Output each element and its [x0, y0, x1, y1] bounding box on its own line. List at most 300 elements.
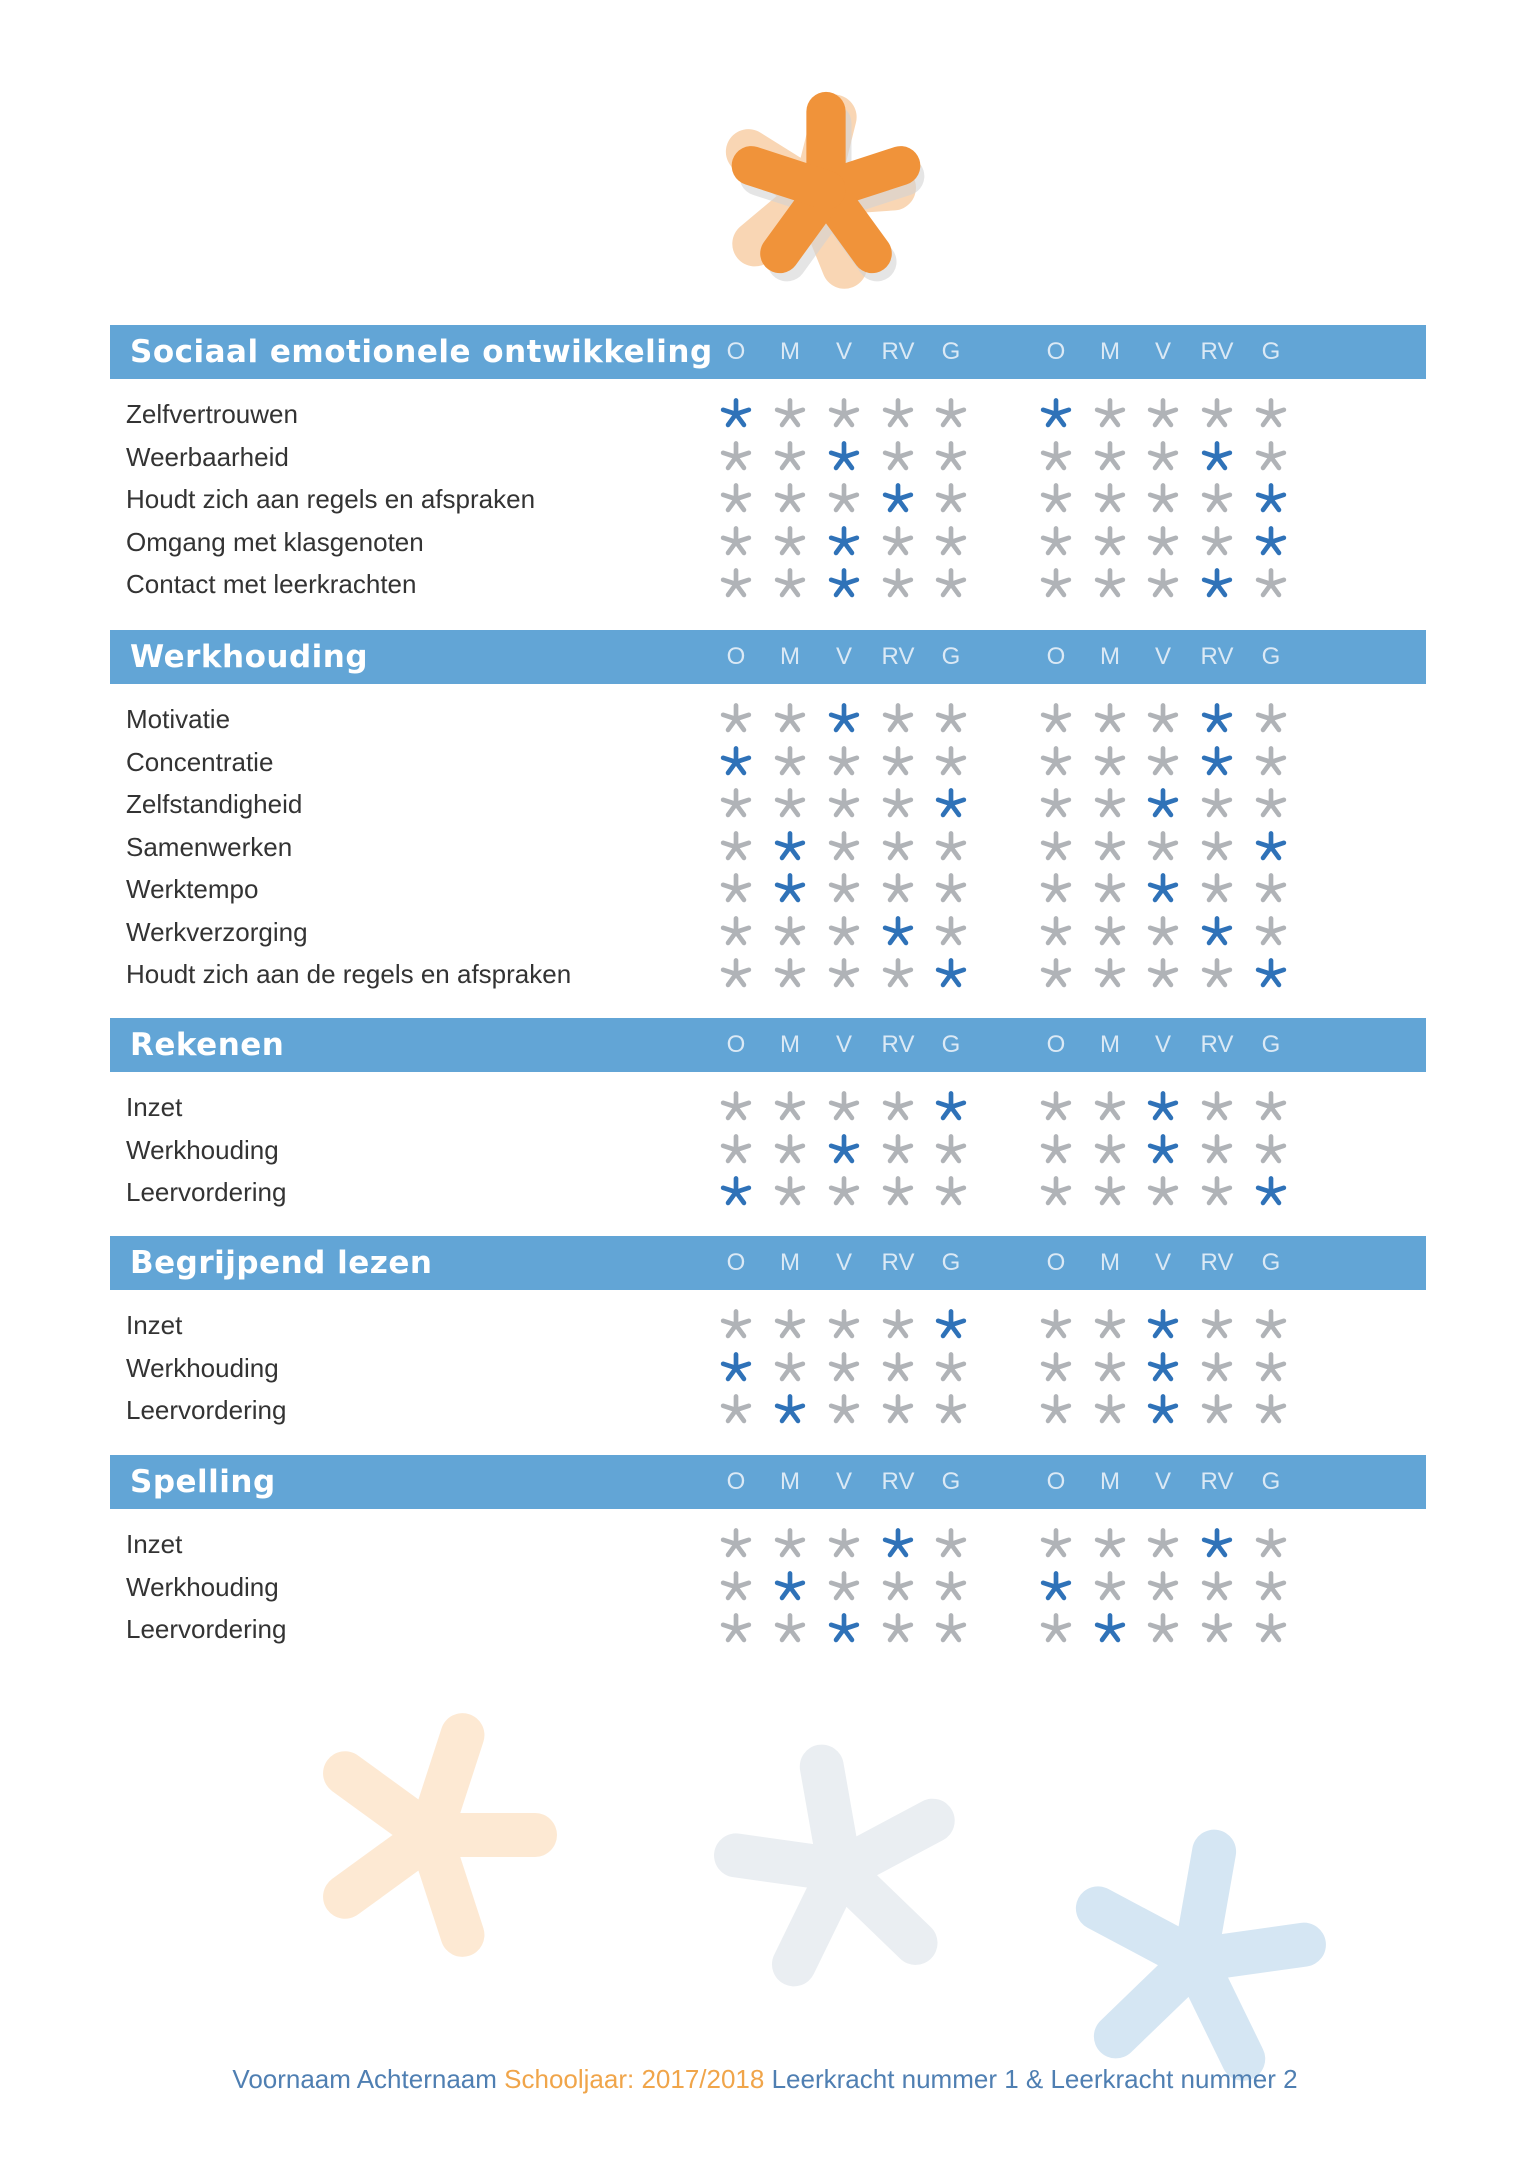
rating-row: [110, 478, 1426, 521]
rating-row: [110, 741, 1426, 784]
rating-teacher-1-rv-asterisk-icon: [880, 701, 916, 737]
selected-rating-teacher-2-v-asterisk-icon: [1145, 1307, 1181, 1343]
rating-teacher-2-o-asterisk-icon: [1038, 1526, 1074, 1562]
scale-header-teacher-1: G: [941, 1031, 961, 1058]
rating-row: [110, 1523, 1426, 1566]
rating-teacher-2-rv-asterisk-icon: [1199, 1174, 1235, 1210]
rating-teacher-1-rv-asterisk-icon: [880, 871, 916, 907]
scale-header-teacher-2: V: [1154, 1468, 1171, 1495]
rating-teacher-1-rv-asterisk-icon: [880, 1174, 916, 1210]
section: [110, 1236, 1426, 1432]
rating-teacher-1-o-asterisk-icon: [718, 786, 754, 822]
rating-teacher-2-g-asterisk-icon: [1253, 914, 1289, 950]
scale-header-teacher-1: RV: [881, 1249, 915, 1276]
scale-header-teacher-1: M: [780, 1031, 800, 1058]
section: [110, 630, 1426, 996]
section-header-band: [110, 1018, 1426, 1072]
rating-teacher-1-v-asterisk-icon: [826, 829, 862, 865]
rating-teacher-1-g-asterisk-icon: [933, 1526, 969, 1562]
rating-label: Omgang met klasgenoten: [126, 526, 424, 557]
rating-teacher-2-m-asterisk-icon: [1092, 1350, 1128, 1386]
rating-teacher-2-m-asterisk-icon: [1092, 1392, 1128, 1428]
scale-header-teacher-1: M: [780, 1468, 800, 1495]
rating-teacher-2-g-asterisk-icon: [1253, 1132, 1289, 1168]
rating-teacher-2-rv-asterisk-icon: [1199, 1569, 1235, 1605]
rating-label: Werkverzorging: [126, 916, 308, 947]
rating-teacher-2-o-asterisk-icon: [1038, 524, 1074, 560]
scale-header-teacher-1: RV: [881, 643, 915, 670]
scale-header-teacher-1: V: [835, 338, 852, 365]
rating-teacher-1-g-asterisk-icon: [933, 871, 969, 907]
rating-teacher-2-o-asterisk-icon: [1038, 1132, 1074, 1168]
section-title: Sociaal emotionele ontwikkeling: [130, 334, 713, 370]
rating-teacher-1-o-asterisk-icon: [718, 439, 754, 475]
rating-teacher-1-m-asterisk-icon: [772, 1307, 808, 1343]
rating-label: Motivatie: [126, 704, 231, 734]
rating-teacher-1-m-asterisk-icon: [772, 1350, 808, 1386]
section-header-band: [110, 325, 1426, 379]
rating-teacher-1-rv-asterisk-icon: [880, 1089, 916, 1125]
rating-teacher-1-v-asterisk-icon: [826, 1569, 862, 1605]
scale-header-teacher-2: G: [1261, 1031, 1281, 1058]
rating-teacher-1-m-asterisk-icon: [772, 914, 808, 950]
rating-teacher-1-g-asterisk-icon: [933, 1392, 969, 1428]
rating-teacher-1-o-asterisk-icon: [718, 701, 754, 737]
rating-teacher-2-g-asterisk-icon: [1253, 786, 1289, 822]
rating-teacher-2-rv-asterisk-icon: [1199, 524, 1235, 560]
rating-label: Houdt zich aan de regels en afspraken: [126, 959, 572, 989]
selected-rating-teacher-1-o-asterisk-icon: [718, 1350, 754, 1386]
rating-teacher-1-m-asterisk-icon: [772, 396, 808, 432]
rating-teacher-2-rv-asterisk-icon: [1199, 786, 1235, 822]
rating-teacher-1-m-asterisk-icon: [772, 439, 808, 475]
rating-teacher-2-g-asterisk-icon: [1253, 566, 1289, 602]
selected-rating-teacher-2-g-asterisk-icon: [1253, 829, 1289, 865]
rating-teacher-1-o-asterisk-icon: [718, 1392, 754, 1428]
scale-header-teacher-2: M: [1100, 1031, 1120, 1058]
selected-rating-teacher-1-rv-asterisk-icon: [880, 914, 916, 950]
section: [110, 1018, 1426, 1214]
rating-teacher-1-g-asterisk-icon: [933, 1174, 969, 1210]
rating-teacher-1-m-asterisk-icon: [772, 1089, 808, 1125]
rating-teacher-2-o-asterisk-icon: [1038, 1350, 1074, 1386]
rating-teacher-1-m-asterisk-icon: [772, 701, 808, 737]
scale-header-teacher-1: V: [835, 1031, 852, 1058]
rating-teacher-1-g-asterisk-icon: [933, 1569, 969, 1605]
scale-header-teacher-2: V: [1154, 1249, 1171, 1276]
rating-teacher-2-v-asterisk-icon: [1145, 439, 1181, 475]
rating-teacher-2-g-asterisk-icon: [1253, 1307, 1289, 1343]
scale-header-teacher-2: V: [1154, 643, 1171, 670]
rating-teacher-2-m-asterisk-icon: [1092, 1569, 1128, 1605]
selected-rating-teacher-2-v-asterisk-icon: [1145, 786, 1181, 822]
rating-teacher-1-g-asterisk-icon: [933, 829, 969, 865]
selected-rating-teacher-1-o-asterisk-icon: [718, 1174, 754, 1210]
rating-teacher-2-rv-asterisk-icon: [1199, 1307, 1235, 1343]
scale-header-teacher-2: RV: [1200, 643, 1234, 670]
selected-rating-teacher-1-v-asterisk-icon: [826, 1611, 862, 1647]
scale-header-teacher-2: M: [1100, 1468, 1120, 1495]
rating-teacher-1-o-asterisk-icon: [718, 566, 754, 602]
rating-teacher-2-o-asterisk-icon: [1038, 1392, 1074, 1428]
selected-rating-teacher-1-m-asterisk-icon: [772, 829, 808, 865]
rating-label: Werktempo: [126, 874, 259, 904]
scale-header-teacher-2: O: [1046, 1249, 1066, 1276]
footer-teachers: Leerkracht nummer 1 & Leerkracht nummer 2: [771, 2064, 1298, 2094]
rating-teacher-2-v-asterisk-icon: [1145, 1611, 1181, 1647]
rating-teacher-1-rv-asterisk-icon: [880, 1132, 916, 1168]
scale-header-teacher-2: M: [1100, 643, 1120, 670]
rating-teacher-1-v-asterisk-icon: [826, 914, 862, 950]
rating-teacher-1-g-asterisk-icon: [933, 396, 969, 432]
rating-teacher-2-g-asterisk-icon: [1253, 1611, 1289, 1647]
rating-label: Zelfstandigheid: [126, 789, 303, 819]
decorative-grey-asterisk-icon: [710, 1740, 970, 2000]
rating-row: [110, 911, 1426, 954]
scale-header-teacher-1: O: [726, 1249, 746, 1276]
rating-teacher-2-o-asterisk-icon: [1038, 701, 1074, 737]
scale-header-teacher-1: O: [726, 338, 746, 365]
rating-teacher-2-m-asterisk-icon: [1092, 1089, 1128, 1125]
rating-teacher-1-o-asterisk-icon: [718, 524, 754, 560]
selected-rating-teacher-2-o-asterisk-icon: [1038, 1569, 1074, 1605]
rating-teacher-2-o-asterisk-icon: [1038, 439, 1074, 475]
rating-teacher-1-rv-asterisk-icon: [880, 439, 916, 475]
rating-teacher-2-o-asterisk-icon: [1038, 566, 1074, 602]
selected-rating-teacher-1-v-asterisk-icon: [826, 566, 862, 602]
rating-label: Inzet: [126, 1310, 183, 1340]
rating-teacher-1-v-asterisk-icon: [826, 481, 862, 517]
rating-teacher-2-m-asterisk-icon: [1092, 786, 1128, 822]
rating-teacher-2-v-asterisk-icon: [1145, 829, 1181, 865]
rating-teacher-1-rv-asterisk-icon: [880, 1392, 916, 1428]
rating-teacher-1-o-asterisk-icon: [718, 871, 754, 907]
rating-teacher-1-rv-asterisk-icon: [880, 566, 916, 602]
rating-teacher-1-m-asterisk-icon: [772, 1526, 808, 1562]
rating-teacher-2-g-asterisk-icon: [1253, 1392, 1289, 1428]
scale-header-teacher-1: G: [941, 643, 961, 670]
rating-teacher-1-o-asterisk-icon: [718, 1089, 754, 1125]
selected-rating-teacher-2-rv-asterisk-icon: [1199, 566, 1235, 602]
selected-rating-teacher-2-g-asterisk-icon: [1253, 481, 1289, 517]
rating-teacher-1-v-asterisk-icon: [826, 396, 862, 432]
scale-header-teacher-1: M: [780, 1249, 800, 1276]
rating-teacher-2-m-asterisk-icon: [1092, 744, 1128, 780]
rating-teacher-2-m-asterisk-icon: [1092, 1526, 1128, 1562]
rating-label: Contact met leerkrachten: [126, 569, 417, 599]
selected-rating-teacher-1-m-asterisk-icon: [772, 1569, 808, 1605]
rating-teacher-2-o-asterisk-icon: [1038, 956, 1074, 992]
rating-teacher-2-o-asterisk-icon: [1038, 786, 1074, 822]
rating-teacher-1-rv-asterisk-icon: [880, 956, 916, 992]
selected-rating-teacher-1-v-asterisk-icon: [826, 524, 862, 560]
rating-teacher-2-m-asterisk-icon: [1092, 1132, 1128, 1168]
rating-teacher-2-o-asterisk-icon: [1038, 1089, 1074, 1125]
scale-header-teacher-1: G: [941, 338, 961, 365]
scale-header-teacher-2: G: [1261, 1249, 1281, 1276]
scale-header-teacher-2: G: [1261, 1468, 1281, 1495]
rating-label: Weerbaarheid: [126, 441, 289, 472]
scale-header-teacher-1: RV: [881, 338, 915, 365]
selected-rating-teacher-2-g-asterisk-icon: [1253, 1174, 1289, 1210]
rating-teacher-1-v-asterisk-icon: [826, 786, 862, 822]
rating-teacher-2-v-asterisk-icon: [1145, 1569, 1181, 1605]
selected-rating-teacher-1-o-asterisk-icon: [718, 744, 754, 780]
rating-label: Samenwerken: [126, 831, 293, 862]
rating-teacher-2-g-asterisk-icon: [1253, 701, 1289, 737]
rating-teacher-2-m-asterisk-icon: [1092, 396, 1128, 432]
rating-row: [110, 1086, 1426, 1129]
rating-teacher-1-o-asterisk-icon: [718, 1526, 754, 1562]
footer-schoolyear: Schooljaar: 2017/2018: [504, 2064, 765, 2094]
rating-teacher-2-m-asterisk-icon: [1092, 871, 1128, 907]
section: [110, 325, 1426, 606]
rating-teacher-1-g-asterisk-icon: [933, 1611, 969, 1647]
rating-teacher-2-g-asterisk-icon: [1253, 744, 1289, 780]
rating-teacher-1-rv-asterisk-icon: [880, 1350, 916, 1386]
selected-rating-teacher-1-m-asterisk-icon: [772, 1392, 808, 1428]
rating-teacher-1-g-asterisk-icon: [933, 524, 969, 560]
rating-teacher-1-v-asterisk-icon: [826, 871, 862, 907]
rating-teacher-1-o-asterisk-icon: [718, 481, 754, 517]
selected-rating-teacher-2-v-asterisk-icon: [1145, 871, 1181, 907]
rating-teacher-2-g-asterisk-icon: [1253, 1569, 1289, 1605]
decorative-blue-asterisk-icon: [1060, 1825, 1330, 2095]
scale-header-teacher-2: V: [1154, 338, 1171, 365]
rating-label: Werkhouding: [126, 1571, 279, 1602]
scale-header-teacher-2: V: [1154, 1031, 1171, 1058]
rating-teacher-1-rv-asterisk-icon: [880, 524, 916, 560]
scale-header-teacher-1: RV: [881, 1031, 915, 1058]
scale-header-teacher-2: O: [1046, 338, 1066, 365]
rating-teacher-1-g-asterisk-icon: [933, 744, 969, 780]
rating-teacher-2-rv-asterisk-icon: [1199, 1392, 1235, 1428]
orange-asterisk-icon: [718, 78, 934, 302]
section-header-band: [110, 630, 1426, 684]
rating-teacher-2-o-asterisk-icon: [1038, 481, 1074, 517]
rating-teacher-1-g-asterisk-icon: [933, 566, 969, 602]
rating-teacher-1-o-asterisk-icon: [718, 829, 754, 865]
rating-teacher-2-m-asterisk-icon: [1092, 524, 1128, 560]
rating-teacher-1-rv-asterisk-icon: [880, 744, 916, 780]
rating-teacher-1-m-asterisk-icon: [772, 786, 808, 822]
scale-header-teacher-1: M: [780, 338, 800, 365]
rating-teacher-2-rv-asterisk-icon: [1199, 481, 1235, 517]
rating-teacher-1-m-asterisk-icon: [772, 1611, 808, 1647]
rating-row: [110, 698, 1426, 741]
scale-header-teacher-2: RV: [1200, 1249, 1234, 1276]
selected-rating-teacher-2-g-asterisk-icon: [1253, 524, 1289, 560]
footer: [0, 2064, 1530, 2095]
scale-header-teacher-2: G: [1261, 338, 1281, 365]
rating-teacher-1-v-asterisk-icon: [826, 1174, 862, 1210]
selected-rating-teacher-2-rv-asterisk-icon: [1199, 439, 1235, 475]
rating-teacher-2-m-asterisk-icon: [1092, 1174, 1128, 1210]
rating-row: [110, 436, 1426, 479]
rating-row: [110, 1129, 1426, 1172]
section-title: Begrijpend lezen: [130, 1245, 433, 1281]
selected-rating-teacher-2-v-asterisk-icon: [1145, 1132, 1181, 1168]
rating-row: [110, 1347, 1426, 1390]
rating-teacher-1-v-asterisk-icon: [826, 1307, 862, 1343]
rating-teacher-2-o-asterisk-icon: [1038, 744, 1074, 780]
rating-teacher-2-o-asterisk-icon: [1038, 871, 1074, 907]
rating-teacher-1-m-asterisk-icon: [772, 1132, 808, 1168]
section-header-band: [110, 1455, 1426, 1509]
rating-teacher-2-v-asterisk-icon: [1145, 396, 1181, 432]
rating-label: Concentratie: [126, 746, 274, 777]
rating-teacher-2-m-asterisk-icon: [1092, 1307, 1128, 1343]
selected-rating-teacher-2-rv-asterisk-icon: [1199, 744, 1235, 780]
scale-header-teacher-1: V: [835, 1249, 852, 1276]
scale-header-teacher-1: V: [835, 643, 852, 670]
section-title: Werkhouding: [130, 639, 369, 675]
rating-teacher-2-rv-asterisk-icon: [1199, 1350, 1235, 1386]
rating-label: Houdt zich aan regels en afspraken: [126, 484, 536, 514]
scale-header-teacher-1: G: [941, 1468, 961, 1495]
rating-teacher-1-rv-asterisk-icon: [880, 829, 916, 865]
rating-teacher-1-rv-asterisk-icon: [880, 1307, 916, 1343]
rating-row: [110, 1608, 1426, 1651]
rating-teacher-2-o-asterisk-icon: [1038, 914, 1074, 950]
rating-teacher-1-o-asterisk-icon: [718, 1132, 754, 1168]
rating-teacher-1-g-asterisk-icon: [933, 1132, 969, 1168]
rating-teacher-2-m-asterisk-icon: [1092, 566, 1128, 602]
rating-row: [110, 521, 1426, 564]
rating-teacher-1-rv-asterisk-icon: [880, 1611, 916, 1647]
rating-row: [110, 783, 1426, 826]
rating-row: [110, 393, 1426, 436]
rating-teacher-1-g-asterisk-icon: [933, 439, 969, 475]
rating-teacher-2-o-asterisk-icon: [1038, 1611, 1074, 1647]
rating-teacher-2-o-asterisk-icon: [1038, 829, 1074, 865]
rating-teacher-1-v-asterisk-icon: [826, 1392, 862, 1428]
selected-rating-teacher-1-rv-asterisk-icon: [880, 481, 916, 517]
rating-teacher-2-m-asterisk-icon: [1092, 956, 1128, 992]
rating-row: [110, 1566, 1426, 1609]
rating-teacher-2-m-asterisk-icon: [1092, 701, 1128, 737]
rating-teacher-1-m-asterisk-icon: [772, 744, 808, 780]
rating-teacher-2-v-asterisk-icon: [1145, 566, 1181, 602]
rating-teacher-1-m-asterisk-icon: [772, 1174, 808, 1210]
rating-teacher-2-v-asterisk-icon: [1145, 744, 1181, 780]
scale-header-teacher-2: O: [1046, 1031, 1066, 1058]
rating-teacher-1-o-asterisk-icon: [718, 914, 754, 950]
rating-teacher-2-m-asterisk-icon: [1092, 829, 1128, 865]
rating-teacher-1-v-asterisk-icon: [826, 1350, 862, 1386]
selected-rating-teacher-1-rv-asterisk-icon: [880, 1526, 916, 1562]
rating-teacher-1-v-asterisk-icon: [826, 956, 862, 992]
rating-teacher-2-v-asterisk-icon: [1145, 914, 1181, 950]
selected-rating-teacher-1-g-asterisk-icon: [933, 786, 969, 822]
scale-header-teacher-1: G: [941, 1249, 961, 1276]
selected-rating-teacher-2-rv-asterisk-icon: [1199, 701, 1235, 737]
selected-rating-teacher-1-g-asterisk-icon: [933, 956, 969, 992]
rating-row: [110, 1304, 1426, 1347]
rating-teacher-2-rv-asterisk-icon: [1199, 871, 1235, 907]
selected-rating-teacher-2-rv-asterisk-icon: [1199, 914, 1235, 950]
rating-teacher-1-m-asterisk-icon: [772, 566, 808, 602]
footer-student-name: Voornaam Achternaam: [232, 2064, 497, 2094]
section-title: Rekenen: [130, 1027, 285, 1063]
decorative-orange-asterisk-icon: [300, 1705, 560, 1965]
rating-teacher-1-v-asterisk-icon: [826, 1526, 862, 1562]
rating-teacher-2-v-asterisk-icon: [1145, 956, 1181, 992]
selected-rating-teacher-1-v-asterisk-icon: [826, 1132, 862, 1168]
scale-header-teacher-1: O: [726, 1031, 746, 1058]
selected-rating-teacher-1-g-asterisk-icon: [933, 1307, 969, 1343]
rating-label: Leervordering: [126, 1177, 287, 1207]
rating-teacher-1-m-asterisk-icon: [772, 956, 808, 992]
selected-rating-teacher-2-o-asterisk-icon: [1038, 396, 1074, 432]
selected-rating-teacher-2-v-asterisk-icon: [1145, 1089, 1181, 1125]
rating-label: Zelfvertrouwen: [126, 399, 298, 429]
rating-teacher-2-v-asterisk-icon: [1145, 1174, 1181, 1210]
rating-row: [110, 826, 1426, 869]
scale-header-teacher-2: RV: [1200, 338, 1234, 365]
rating-teacher-1-g-asterisk-icon: [933, 481, 969, 517]
rating-teacher-1-g-asterisk-icon: [933, 914, 969, 950]
rating-label: Werkhouding: [126, 1134, 279, 1165]
rating-teacher-1-g-asterisk-icon: [933, 701, 969, 737]
rating-label: Leervordering: [126, 1395, 287, 1425]
scale-header-teacher-1: M: [780, 643, 800, 670]
rating-teacher-2-v-asterisk-icon: [1145, 481, 1181, 517]
selected-rating-teacher-1-v-asterisk-icon: [826, 439, 862, 475]
section-header-band: [110, 1236, 1426, 1290]
rating-teacher-2-g-asterisk-icon: [1253, 439, 1289, 475]
rating-label: Leervordering: [126, 1614, 287, 1644]
rating-teacher-2-rv-asterisk-icon: [1199, 1132, 1235, 1168]
rating-teacher-1-o-asterisk-icon: [718, 956, 754, 992]
scale-header-teacher-2: G: [1261, 643, 1281, 670]
rating-teacher-2-g-asterisk-icon: [1253, 396, 1289, 432]
rating-teacher-1-o-asterisk-icon: [718, 1307, 754, 1343]
rating-teacher-1-v-asterisk-icon: [826, 1089, 862, 1125]
scale-header-teacher-2: RV: [1200, 1468, 1234, 1495]
selected-rating-teacher-2-v-asterisk-icon: [1145, 1350, 1181, 1386]
rating-teacher-2-g-asterisk-icon: [1253, 871, 1289, 907]
rating-teacher-2-rv-asterisk-icon: [1199, 1611, 1235, 1647]
rating-teacher-2-o-asterisk-icon: [1038, 1174, 1074, 1210]
scale-header-teacher-2: RV: [1200, 1031, 1234, 1058]
selected-rating-teacher-1-g-asterisk-icon: [933, 1089, 969, 1125]
section-title: Spelling: [130, 1464, 276, 1500]
rating-teacher-2-m-asterisk-icon: [1092, 439, 1128, 475]
rating-teacher-2-v-asterisk-icon: [1145, 701, 1181, 737]
scale-header-teacher-2: M: [1100, 338, 1120, 365]
scale-header-teacher-1: V: [835, 1468, 852, 1495]
scale-header-teacher-2: O: [1046, 643, 1066, 670]
rating-teacher-2-m-asterisk-icon: [1092, 481, 1128, 517]
section: [110, 1455, 1426, 1651]
rating-teacher-1-rv-asterisk-icon: [880, 1569, 916, 1605]
rating-teacher-2-rv-asterisk-icon: [1199, 829, 1235, 865]
selected-rating-teacher-1-o-asterisk-icon: [718, 396, 754, 432]
scale-header-teacher-1: RV: [881, 1468, 915, 1495]
rating-row: [110, 1171, 1426, 1214]
rating-teacher-2-v-asterisk-icon: [1145, 1526, 1181, 1562]
scale-header-teacher-1: O: [726, 643, 746, 670]
selected-rating-teacher-2-m-asterisk-icon: [1092, 1611, 1128, 1647]
rating-teacher-1-o-asterisk-icon: [718, 1569, 754, 1605]
selected-rating-teacher-2-g-asterisk-icon: [1253, 956, 1289, 992]
rating-teacher-2-g-asterisk-icon: [1253, 1526, 1289, 1562]
rating-row: [110, 953, 1426, 996]
rating-teacher-1-v-asterisk-icon: [826, 744, 862, 780]
selected-rating-teacher-2-v-asterisk-icon: [1145, 1392, 1181, 1428]
scale-header-teacher-2: M: [1100, 1249, 1120, 1276]
